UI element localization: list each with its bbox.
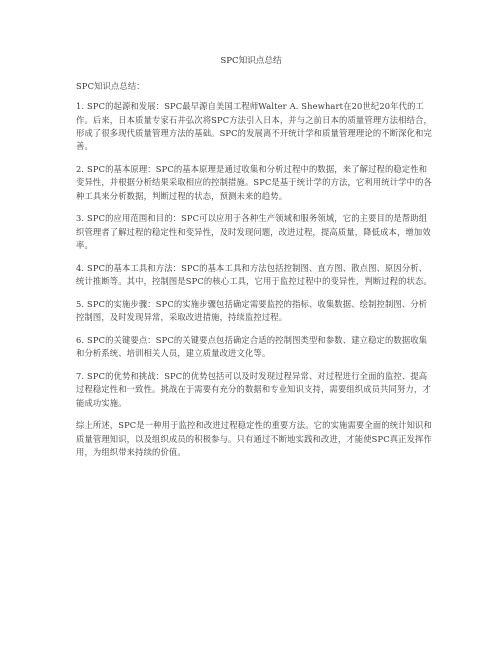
section-paragraph-scope: 3. SPC的应用范围和目的：SPC可以应用于各种生产领域和服务领域，它的主要目的是帮助组织管理者了解过程的稳定性和变异性，及时发现问题，改进过程，提高质量，降低成本，增加效率。 xyxy=(76,213,431,250)
section-paragraph-tools: 4. SPC的基本工具和方法：SPC的基本工具和方法包括控制图、直方图、散点图、原因分析、统计推断等。其中，控制图是SPC的核心工具，它用于监控过程中的变异性，判断过程的状态。 xyxy=(76,262,432,287)
section-paragraph-origin: 1. SPC的起源和发展：SPC最早源自美国工程师Walter A. Shewhart在20世纪20年代的工作。后来，日本质量专家石井弘次将SPC方法引入日本，并与之前日本的质量管理方法相结合，形成了很多现代质量管理方法的基础。SPC的发展离不开统计学和质量管理理论的不断深化和完善。 xyxy=(76,101,432,152)
document-title: SPC知识点总结 xyxy=(220,56,282,66)
intro-paragraph: SPC知识点总结： xyxy=(76,81,145,91)
section-paragraph-key-points: 6. SPC的关键要点：SPC的关键要点包括确定合适的控制图类型和参数、建立稳定的数据收集和分析系统、培训相关人员，建立质量改进文化等。 xyxy=(76,334,428,359)
section-paragraph-pros-cons: 7. SPC的优势和挑战：SPC的优势包括可以及时发现过程异常、对过程进行全面的监控、提高过程稳定性和一致性。挑战在于需要有充分的数据和专业知识支持，需要组织成员共同努力，才能成功实施。 xyxy=(76,371,431,408)
section-paragraph-steps: 5. SPC的实施步骤：SPC的实施步骤包括确定需要监控的指标、收集数据、绘制控制图、分析控制图，及时发现异常，采取改进措施，持续监控过程。 xyxy=(76,298,428,323)
section-paragraph-principle: 2. SPC的基本原理：SPC的基本原理是通过收集和分析过程中的数据，来了解过程的稳定性和变异性，并根据分析结果采取相应的控制措施。SPC是基于统计学的方法，它利用统计学中的各种工具来分析数据，判断过程的状态，预测未来的趋势。 xyxy=(76,163,432,201)
document-body xyxy=(76,80,434,469)
conclusion-paragraph: 综上所述，SPC是一种用于监控和改进过程稳定性的重要方法。它的实施需要全面的统计知识和质量管理知识，以及组织成员的积极参与。只有通过不断地实践和改进，才能使SPC真正发挥作用，为组织带来持续的价值。 xyxy=(76,420,432,458)
